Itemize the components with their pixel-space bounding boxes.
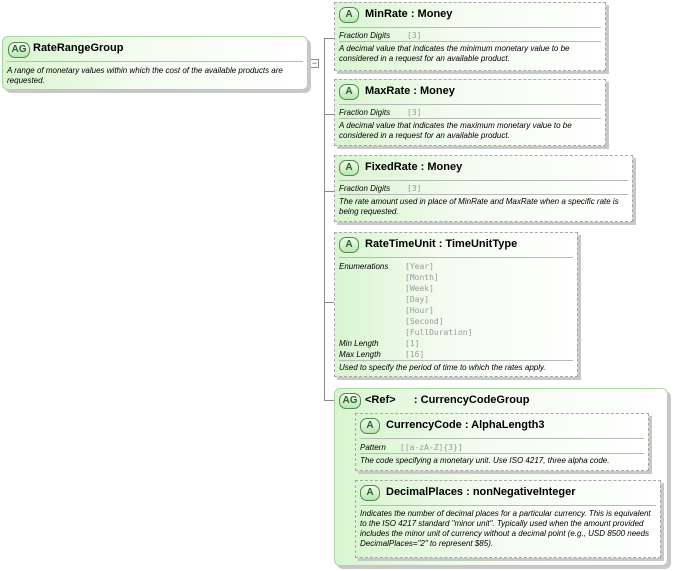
node-divider	[339, 180, 628, 181]
attribute-icon: A	[339, 84, 359, 100]
enumeration-list	[405, 262, 472, 339]
min-length-label: Min Length	[339, 339, 379, 348]
node-divider	[360, 438, 644, 439]
property-value: [3]	[407, 31, 422, 40]
node-description: The rate amount used in place of MinRate and MaxRate when a specific rate is being requested.	[339, 197, 619, 216]
property-label: Fraction Digits	[339, 31, 391, 40]
min-rate-node[interactable]	[334, 2, 606, 71]
node-title: CurrencyCode : AlphaLength3	[386, 419, 545, 431]
connector-maxrate	[324, 114, 334, 115]
property-label: Fraction Digits	[339, 184, 391, 193]
node-divider	[339, 118, 601, 119]
node-divider	[339, 27, 601, 28]
max-length-value: [16]	[405, 350, 425, 359]
min-length-value: [1]	[405, 339, 420, 348]
node-title: FixedRate : Money	[365, 161, 463, 173]
node-title: RateRangeGroup	[33, 42, 124, 54]
property-value: [3]	[407, 184, 422, 193]
rate-range-group-node[interactable]	[2, 36, 308, 90]
node-divider	[339, 257, 573, 258]
connector-ratetimeunit	[324, 302, 334, 303]
collapse-toggle[interactable]: −	[311, 58, 318, 68]
attribute-group-icon: AG	[8, 42, 30, 58]
enumerations-label: Enumerations	[339, 262, 389, 271]
node-divider	[339, 194, 628, 195]
enumeration-value: [Week]	[405, 284, 434, 293]
connector-trunk	[324, 38, 325, 400]
attribute-icon: A	[339, 7, 359, 23]
node-description: Indicates the number of decimal places for a particular currency. This is equivalent to the ISO 4217 standard "minor unit". Typically used when the amount provided includes the minor unit of currency without a decimal point (e.g., USD 8500 needs DecimalPlaces="2" to represent $85).	[360, 509, 651, 548]
enumeration-value: [Month]	[405, 273, 439, 282]
property-label: Pattern	[360, 443, 386, 452]
attribute-icon: A	[339, 160, 359, 176]
node-description: A decimal value that indicates the minimum monetary value to be considered in a request for an available product.	[339, 44, 570, 63]
node-divider	[360, 505, 656, 506]
node-divider	[339, 41, 601, 42]
attribute-icon: A	[339, 237, 359, 253]
decimal-places-node[interactable]	[355, 480, 661, 558]
property-value: [3]	[407, 108, 422, 117]
attribute-group-icon: AG	[339, 393, 361, 409]
node-title: RateTimeUnit : TimeUnitType	[365, 238, 518, 250]
property-label: Fraction Digits	[339, 108, 391, 117]
enumeration-value: [FullDuration]	[405, 328, 473, 337]
node-title: <Ref> : CurrencyCodeGroup	[365, 394, 530, 406]
node-title: MaxRate : Money	[365, 85, 455, 97]
rate-time-unit-node[interactable]	[334, 232, 578, 377]
max-length-label: Max Length	[339, 350, 381, 359]
node-divider	[339, 104, 601, 105]
max-rate-node[interactable]	[334, 79, 606, 146]
node-divider	[7, 61, 303, 62]
node-description: Used to specify the period of time to which the rates apply.	[339, 363, 546, 372]
enumeration-value: [Second]	[405, 317, 444, 326]
node-title: MinRate : Money	[365, 8, 453, 20]
node-divider	[339, 360, 573, 361]
enumeration-value: [Year]	[405, 262, 434, 271]
node-title: DecimalPlaces : nonNegativeInteger	[386, 486, 576, 498]
currency-code-group-node[interactable]	[334, 388, 668, 566]
attribute-icon: A	[360, 485, 380, 501]
enumeration-value: [Day]	[405, 295, 430, 304]
property-value: [[a-zA-Z]{3}]	[400, 443, 463, 452]
fixed-rate-node[interactable]	[334, 155, 633, 222]
attribute-icon: A	[360, 418, 380, 434]
node-description: A range of monetary values within which the cost of the available products are requested.	[7, 66, 283, 85]
connector-currencygroup	[324, 400, 334, 401]
currency-code-node[interactable]	[355, 413, 649, 471]
connector-minrate	[324, 38, 334, 39]
connector-fixedrate	[324, 191, 334, 192]
node-description: A decimal value that indicates the maximum monetary value to be considered in a request for an available product.	[339, 121, 572, 140]
enumeration-value: [Hour]	[405, 306, 434, 315]
node-divider	[360, 453, 644, 454]
node-description: The code specifying a monetary unit. Use ISO 4217, three alpha code.	[360, 456, 610, 465]
